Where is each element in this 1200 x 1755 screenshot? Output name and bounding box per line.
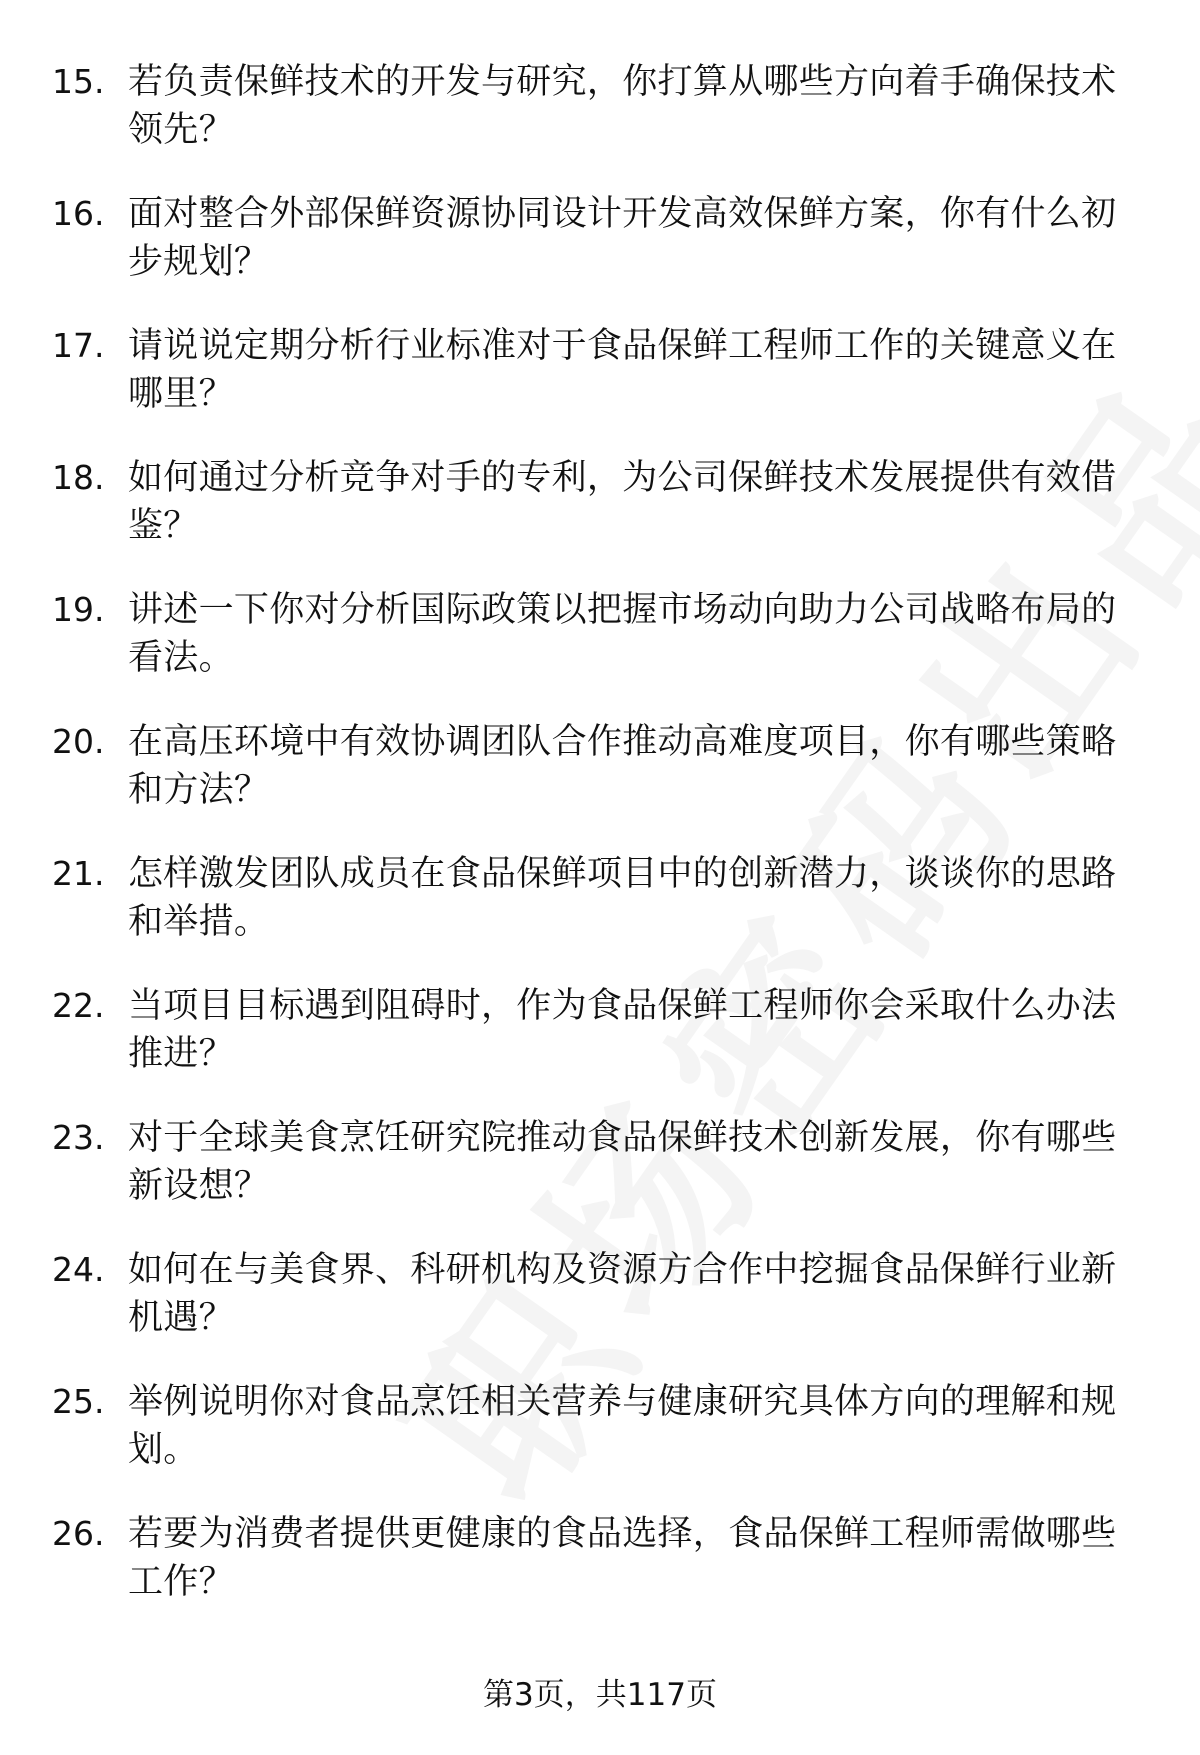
question-number: 20. bbox=[52, 722, 105, 761]
question-text: 在高压环境中有效协调团队合作推动高难度项目，你有哪些策略和方法？ bbox=[128, 722, 1117, 810]
question-item bbox=[0, 850, 1200, 982]
page-footer bbox=[0, 1675, 1200, 1715]
question-text: 怎样激发团队成员在食品保鲜项目中的创新潜力，谈谈你的思路和举措。 bbox=[128, 854, 1117, 942]
question-text: 请说说定期分析行业标准对于食品保鲜工程师工作的关键意义在哪里？ bbox=[128, 326, 1117, 414]
question-text: 对于全球美食烹饪研究院推动食品保鲜技术创新发展，你有哪些新设想？ bbox=[128, 1118, 1117, 1206]
question-number: 21. bbox=[52, 854, 105, 893]
question-text: 若要为消费者提供更健康的食品选择，食品保鲜工程师需做哪些工作？ bbox=[128, 1514, 1117, 1602]
question-number: 16. bbox=[52, 194, 105, 233]
question-number: 22. bbox=[52, 986, 105, 1025]
question-number: 15. bbox=[52, 62, 105, 101]
question-item bbox=[0, 586, 1200, 718]
question-item bbox=[0, 1246, 1200, 1378]
question-item bbox=[0, 1114, 1200, 1246]
question-item bbox=[0, 58, 1200, 190]
question-item bbox=[0, 322, 1200, 454]
question-number: 19. bbox=[52, 590, 105, 629]
question-text: 当项目目标遇到阻碍时，作为食品保鲜工程师你会采取什么办法推进？ bbox=[128, 986, 1117, 1074]
question-number: 18. bbox=[52, 458, 105, 497]
page-number-label: 第3页，共117页 bbox=[483, 1677, 717, 1713]
question-item bbox=[0, 454, 1200, 586]
question-text: 讲述一下你对分析国际政策以把握市场动向助力公司战略布局的看法。 bbox=[128, 590, 1117, 678]
question-text: 如何在与美食界、科研机构及资源方合作中挖掘食品保鲜行业新机遇？ bbox=[128, 1250, 1117, 1338]
question-item bbox=[0, 1378, 1200, 1510]
question-number: 24. bbox=[52, 1250, 105, 1289]
question-list bbox=[0, 58, 1200, 1642]
question-item bbox=[0, 1510, 1200, 1642]
question-text: 举例说明你对食品烹饪相关营养与健康研究具体方向的理解和规划。 bbox=[128, 1382, 1117, 1470]
question-text: 若负责保鲜技术的开发与研究，你打算从哪些方向着手确保技术领先？ bbox=[128, 62, 1117, 150]
question-number: 26. bbox=[52, 1514, 105, 1553]
question-number: 17. bbox=[52, 326, 105, 365]
question-item bbox=[0, 982, 1200, 1114]
question-text: 如何通过分析竞争对手的专利，为公司保鲜技术发展提供有效借鉴？ bbox=[128, 458, 1117, 546]
question-item bbox=[0, 718, 1200, 850]
question-number: 23. bbox=[52, 1118, 105, 1157]
question-number: 25. bbox=[52, 1382, 105, 1421]
question-text: 面对整合外部保鲜资源协同设计开发高效保鲜方案，你有什么初步规划？ bbox=[128, 194, 1117, 282]
question-item bbox=[0, 190, 1200, 322]
